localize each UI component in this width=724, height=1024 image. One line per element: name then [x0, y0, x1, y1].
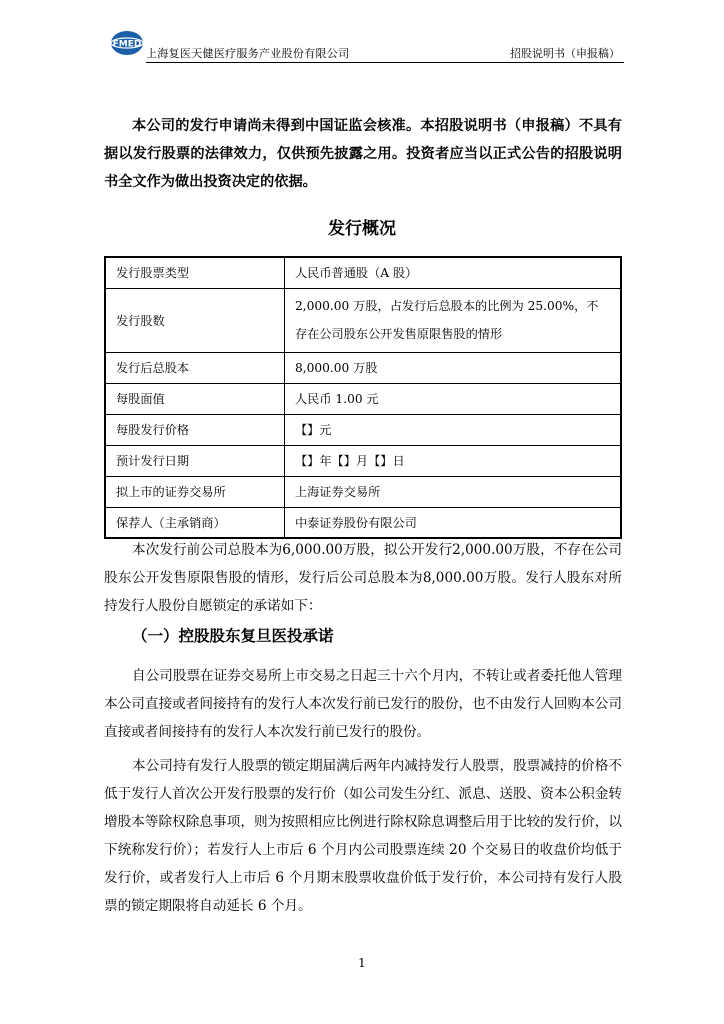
disclaimer-notice: 本公司的发行申请尚未得到中国证监会核准。本招股说明书（申报稿）不具有据以发行股票的法律效力，仅供预先披露之用。投资者应当以正式公告的招股说明书全文作为做出投资决定的依据。 — [104, 118, 622, 190]
table-row — [105, 288, 621, 352]
row-value: 【】年【】月【】日 — [285, 445, 622, 476]
svg-text:FMED: FMED — [112, 39, 142, 50]
header-document-title: 招股说明书（申报稿） — [510, 47, 620, 60]
page-number: 1 — [358, 956, 366, 970]
row-value: 8,000.00 万股 — [285, 352, 622, 383]
lockup-paragraph: 自公司股票在证券交易所上市交易之日起三十六个月内，不转让或者委托他人管理本公司直接或者间接持有的发行人本次发行前已发行的股份，也不由发行人回购本公司直接或者间接持有的发行人本次发行前已发行的股份。 — [104, 668, 622, 740]
row-value: 人民币普通股（A 股） — [285, 257, 622, 288]
table-row — [105, 352, 621, 383]
row-label: 发行股数 — [105, 288, 285, 352]
row-label: 每股面值 — [105, 383, 285, 414]
page-header — [104, 26, 624, 62]
header-divider — [146, 62, 624, 63]
row-value: 2,000.00 万股，占发行后总股本的比例为 25.00%，不存在公司股东公开发售原限售股的情形 — [285, 288, 622, 352]
intro-paragraph: 本次发行前公司总股本为6,000.00万股，拟公开发行2,000.00万股，不存在公司股东公开发售原限售股的情形，发行后公司总股本为8,000.00万股。发行人股东对所持发行人股份自愿锁定的承诺如下： — [104, 542, 622, 614]
table-row — [105, 414, 621, 445]
row-label: 每股发行价格 — [105, 414, 285, 445]
table-row — [105, 257, 621, 288]
company-logo-icon — [110, 30, 144, 56]
row-value: 上海证券交易所 — [285, 476, 622, 507]
row-value: 【】元 — [285, 414, 622, 445]
offering-overview-table — [104, 256, 622, 539]
row-label: 发行股票类型 — [105, 257, 285, 288]
subsection-title: （一）控股股东复旦医投承诺 — [132, 627, 334, 645]
table-row — [105, 383, 621, 414]
section-title: 发行概况 — [328, 219, 396, 239]
row-label: 拟上市的证券交易所 — [105, 476, 285, 507]
table-row — [105, 445, 621, 476]
row-label: 保荐人（主承销商） — [105, 507, 285, 538]
table-row — [105, 507, 621, 538]
row-label: 发行后总股本 — [105, 352, 285, 383]
reduction-paragraph: 本公司持有发行人股票的锁定期届满后两年内减持发行人股票，股票减持的价格不低于发行人首次公开发行股票的发行价（如公司发生分红、派息、送股、资本公积金转增股本等除权除息事项，则为按照相应比例进行除权除息调整后用于比较的发行价，以下统称发行价）；若发行人上市后 6 个月内公司股票连续 20 个交易日的收盘价均低于发行价，或者发行人上市后 6 个月期末股票收盘价低于发行价，本公司持有发行人股票的锁定期限将自动延长 6 个月。 — [104, 758, 622, 914]
table-row — [105, 476, 621, 507]
header-company-name: 上海复医天健医疗服务产业股份有限公司 — [146, 47, 350, 60]
row-label: 预计发行日期 — [105, 445, 285, 476]
row-value: 中泰证券股份有限公司 — [285, 507, 622, 538]
row-value: 人民币 1.00 元 — [285, 383, 622, 414]
